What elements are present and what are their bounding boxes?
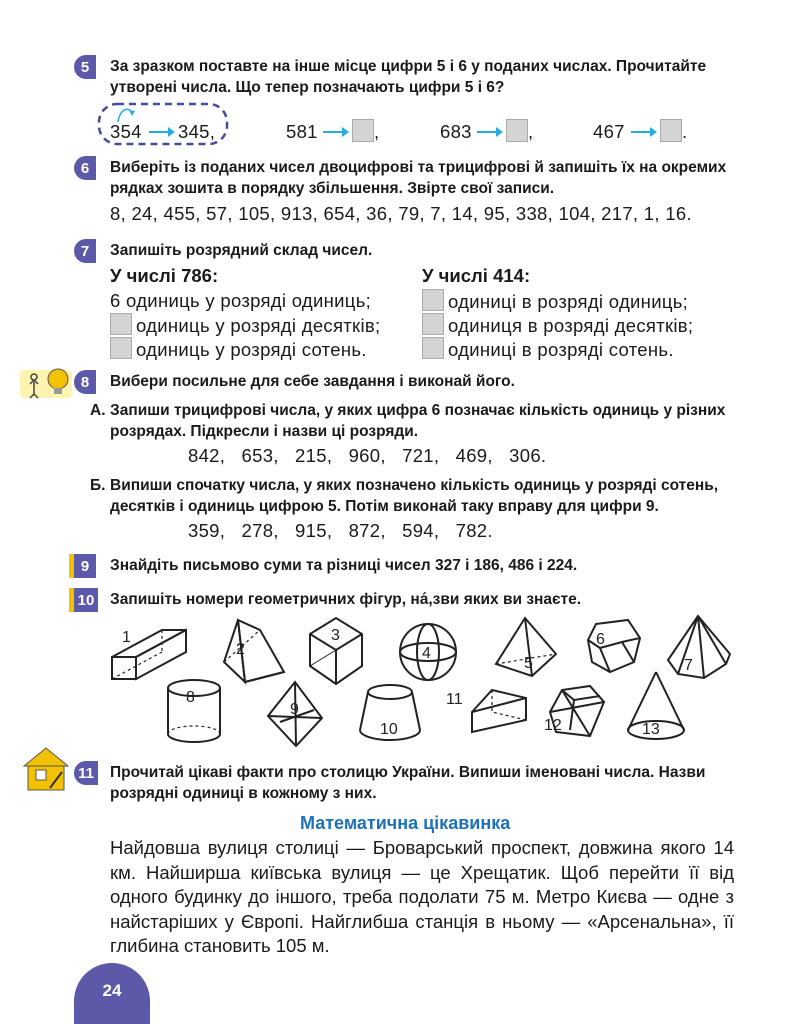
task-text: За зразком поставте на інше місце цифри 5 і 6 у поданих числах. Прочитайте утворені числа. Що тепер позначають цифри 5 і 6?: [110, 58, 707, 96]
option-label: А.: [90, 402, 106, 419]
figure-label: 3: [331, 627, 340, 644]
figure-7-hex-pyramid-icon: [668, 616, 730, 678]
task-text: Прочитай цікаві факти про столицю України. Випиши іменовані числа. Назви розрядні одиниці в кожному з них.: [110, 764, 706, 802]
task5-number: 683: [440, 121, 472, 142]
answer-box: [352, 119, 374, 142]
arrow-icon: [148, 126, 176, 138]
figure-label: 10: [380, 721, 398, 738]
figure-label: 5: [524, 655, 533, 672]
left-line: [110, 337, 367, 361]
task-text: Виберіть із поданих чисел двоцифрові та трицифрові й запишіть їх на окремих рядках зошита в порядку збільшення. Звірте свої записи.: [110, 159, 727, 197]
option-text: Запиши трицифрові числа, у яких цифра 6 позначає кількість одиниць у різних розрядах. Підкресли і назви ці розряди.: [110, 402, 726, 440]
number-list: 842, 653, 215, 960, 721, 469, 306.: [188, 445, 547, 466]
left-line-text: одиниць у розряді десятків;: [136, 315, 381, 336]
separator: ,: [528, 121, 534, 142]
right-line-text: одиниці в розряді одиниць;: [448, 291, 689, 312]
figure-label: 8: [186, 689, 195, 706]
section-title: Математична цікавинка: [300, 813, 511, 833]
example-result-number: 345,: [178, 121, 216, 142]
right-line: [422, 313, 693, 337]
figure-label: 7: [684, 657, 693, 674]
option-label: Б.: [90, 477, 106, 494]
answer-box: [422, 337, 444, 359]
left-title: У числі 786:: [110, 265, 219, 286]
answer-box: [110, 337, 132, 359]
answer-box: [422, 313, 444, 335]
house-icon: [20, 744, 72, 792]
task-number-badge: 5: [74, 55, 96, 79]
figure-11-wedge-icon: [472, 690, 526, 732]
task-number-badge: 10: [74, 588, 98, 612]
task-number-badge: 11: [74, 761, 98, 785]
option-text: Випиши спочатку числа, у яких позначено кількість одиниць у розряді сотень, десятків і одиниць цифрою 5. Потім виконай таку вправу для цифри 9.: [110, 477, 719, 515]
figure-label: 2: [236, 641, 245, 658]
number-list: 8, 24, 455, 57, 105, 913, 654, 36, 79, 7, 14, 95, 338, 104, 217, 1, 16.: [110, 203, 692, 224]
left-line-text: одиниць у розряді сотень.: [136, 339, 367, 360]
answer-box: [422, 289, 444, 311]
separator: .: [682, 121, 688, 142]
fact-paragraph: Найдовша вулиця столиці — Броварський проспект, довжина якого 14 км. Найширша київська вулиця — це Хрещатик. Щоб перейти її від одного будинку до іншого, треба подолати 75 м. Метро Києва — одне з найстаріших у Європі. Найглибша станція в ньому — «Арсенальна», її глибина становить 105 м.: [110, 837, 734, 956]
answer-box: [110, 313, 132, 335]
task5-number: 581: [286, 121, 318, 142]
task-text: Вибери посильне для себе завдання і виконай його.: [110, 373, 515, 390]
figure-label: 1: [122, 629, 131, 646]
task-number-badge: 6: [74, 156, 96, 180]
figure-label: 9: [290, 701, 299, 718]
right-line: [422, 289, 688, 313]
figure-label: 6: [596, 631, 605, 648]
answer-box: [660, 119, 682, 142]
figure-label: 11: [446, 691, 463, 708]
task-text: Запишіть номери геометричних фігур, на́,зви яких ви знаєте.: [110, 591, 582, 608]
task-text: Знайдіть письмово суми та різниці чисел 327 і 186, 486 і 224.: [110, 557, 578, 574]
right-line-text: одиниця в розряді десятків;: [448, 315, 694, 336]
left-line: [110, 313, 380, 337]
arrow-icon: [630, 126, 658, 138]
task5-number: 467: [593, 121, 625, 142]
arrow-icon: [322, 126, 350, 138]
page-number: 24: [74, 963, 150, 1024]
left-line: 6 одиниць у розряді одиниць;: [110, 290, 372, 311]
task-text: Запишіть розрядний склад чисел.: [110, 242, 373, 259]
task-number-badge: 8: [74, 370, 96, 394]
right-title: У числі 414:: [422, 265, 531, 286]
geometric-figures: [100, 612, 740, 747]
task-number-badge: 7: [74, 239, 96, 263]
task-number-badge: 9: [74, 554, 96, 578]
lightbulb-icon: [20, 364, 72, 400]
arrow-icon: [476, 126, 504, 138]
number-list: 359, 278, 915, 872, 594, 782.: [188, 520, 493, 541]
figure-label: 12: [544, 717, 562, 734]
separator: ,: [374, 121, 380, 142]
right-line: [422, 337, 674, 361]
figure-label: 13: [642, 721, 660, 738]
figure-2-triangular-prism-icon: [224, 620, 284, 682]
example-source-number: 354: [110, 121, 142, 142]
figure-label: 4: [422, 645, 431, 662]
right-line-text: одиниці в розряді сотень.: [448, 339, 674, 360]
answer-box: [506, 119, 528, 142]
